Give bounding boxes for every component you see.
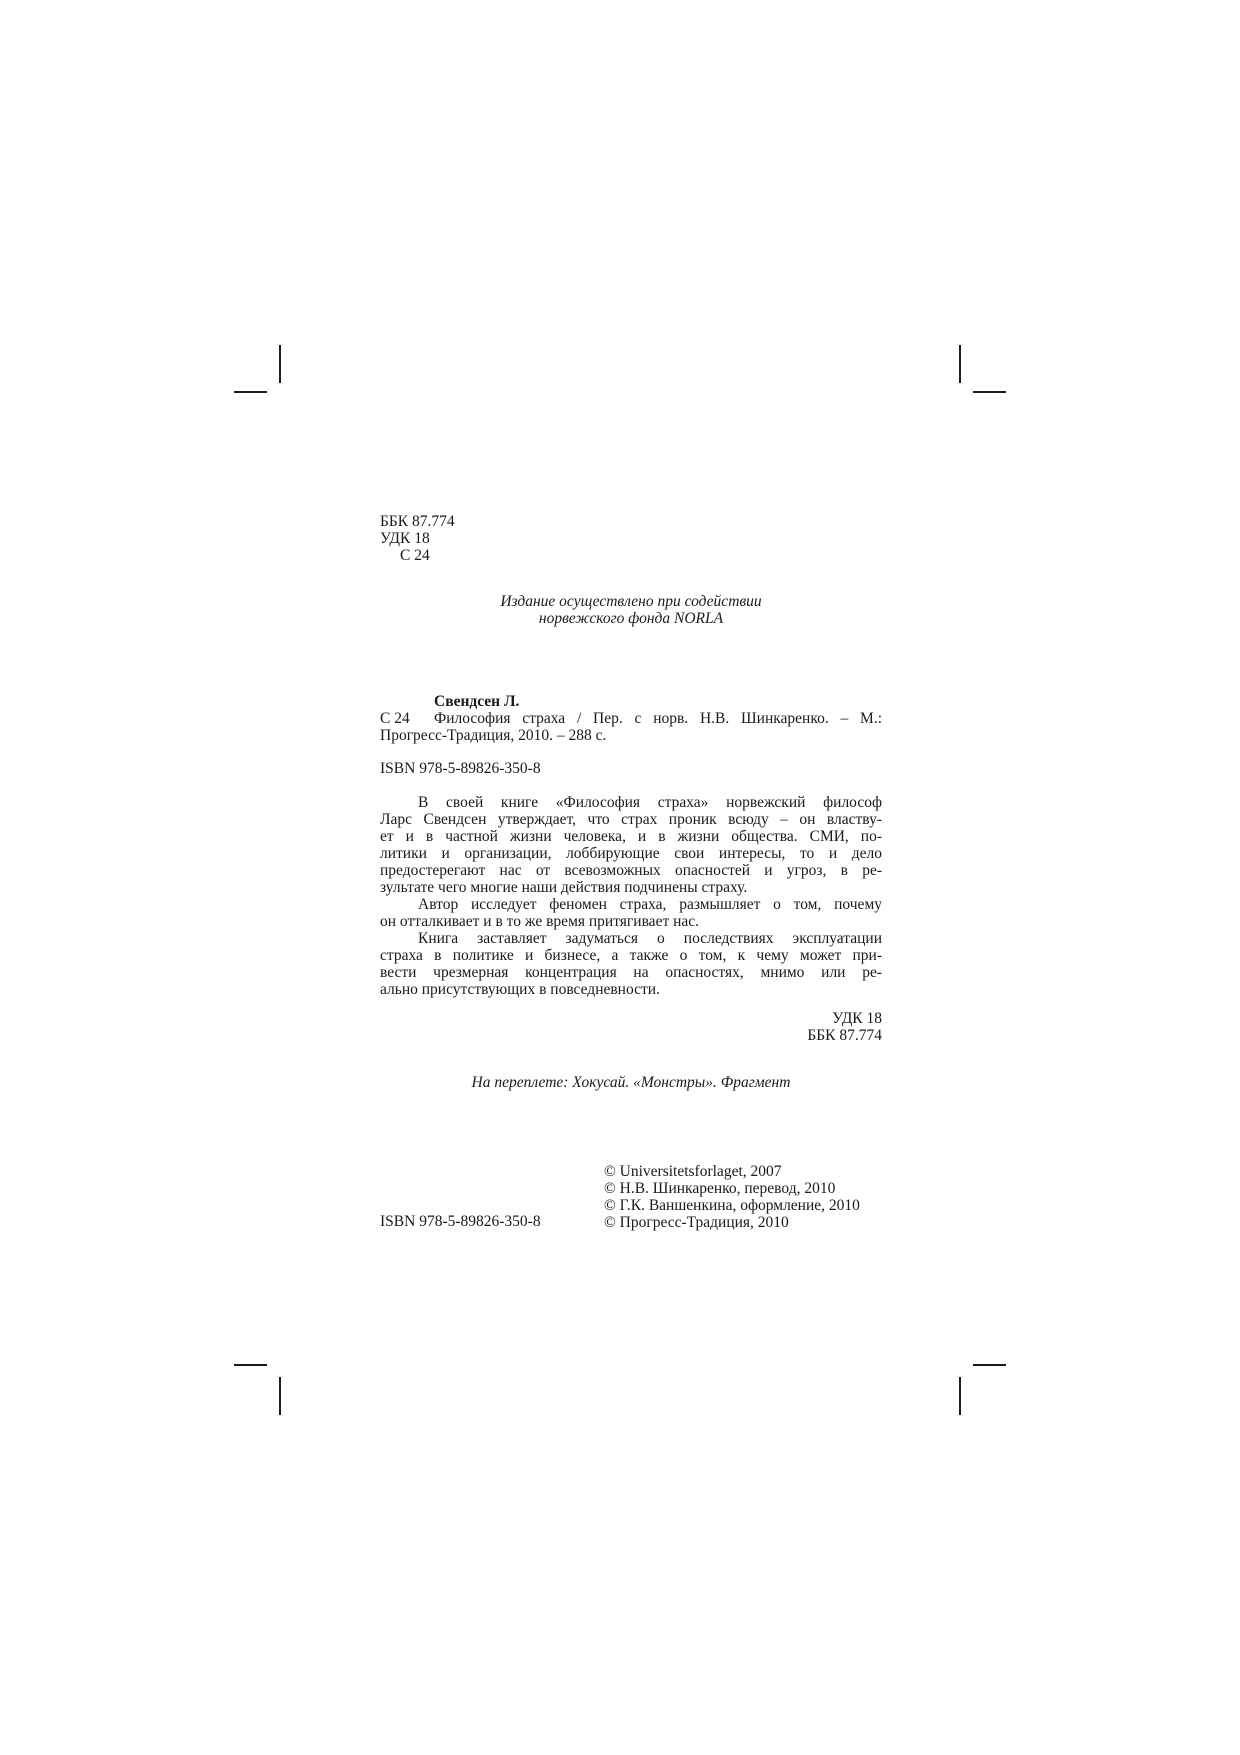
crop-mark-top-left-vertical bbox=[279, 345, 281, 383]
author-name: Свендсен Л. bbox=[434, 693, 520, 710]
annotation-line: он отталкивает и в то же время притягивает нас. bbox=[380, 913, 700, 930]
annotation-line: предостерегают нас от всевозможных опасностей и угроз, в ре- bbox=[380, 862, 882, 879]
annotation-line: литики и организации, лоббирующие свои интересы, то и дело bbox=[380, 845, 882, 862]
crop-mark-bottom-left-vertical bbox=[279, 1377, 281, 1415]
annotation-line: зультате чего многие наши действия подчинены страху. bbox=[380, 879, 748, 896]
annotation-line: Автор исследует феномен страха, размышляет о том, почему bbox=[418, 896, 882, 913]
crop-mark-bottom-right-vertical bbox=[959, 1377, 961, 1415]
annotation-line: вести чрезмерная концентрация на опасностях, мнимо или ре- bbox=[380, 964, 882, 981]
copyright-line: © Г.К. Ваншенкина, оформление, 2010 bbox=[604, 1197, 860, 1214]
author-mark: С 24 bbox=[400, 547, 430, 564]
isbn-top: ISBN 978-5-89826-350-8 bbox=[380, 760, 541, 777]
sponsor-line-1: Издание осуществлено при содействии bbox=[500, 593, 762, 610]
annotation bbox=[380, 794, 882, 998]
copyright-line: © Universitetsforlaget, 2007 bbox=[604, 1163, 782, 1180]
copyright-line: © Н.В. Шинкаренко, перевод, 2010 bbox=[604, 1180, 836, 1197]
copyright-line: © Прогресс-Традиция, 2010 bbox=[604, 1214, 789, 1231]
annotation-line: Книга заставляет задуматься о последствиях эксплуатации bbox=[418, 930, 882, 947]
annotation-line: ально присутствующих в повседневности. bbox=[380, 981, 660, 998]
isbn-bottom: ISBN 978-5-89826-350-8 bbox=[380, 1213, 541, 1230]
crop-mark-bottom-right-horizontal bbox=[973, 1364, 1006, 1366]
annotation-line: ет и в частной жизни человека, и в жизни общества. СМИ, по- bbox=[380, 828, 882, 845]
crop-mark-bottom-left-horizontal bbox=[234, 1364, 267, 1366]
udk-code-bottom: УДК 18 bbox=[832, 1010, 882, 1027]
bibliography-line-2: Прогресс-Традиция, 2010. – 288 с. bbox=[380, 727, 607, 744]
sponsor-note bbox=[380, 593, 882, 627]
bibliography-line-1: Философия страха / Пер. с норв. Н.В. Шинкаренко. – М.: bbox=[434, 710, 882, 727]
crop-mark-top-right-vertical bbox=[959, 345, 961, 383]
crop-mark-top-right-horizontal bbox=[973, 391, 1006, 393]
copyright-block bbox=[604, 1163, 860, 1231]
bibliographic-record bbox=[380, 693, 882, 744]
cover-note: На переплете: Хокусай. «Монстры». Фрагмент bbox=[471, 1074, 791, 1091]
annotation-line: Ларс Свендсен утверждает, что страх проник всюду – он властву- bbox=[380, 811, 882, 828]
bibliography-row bbox=[380, 710, 882, 727]
sponsor-line-2: норвежского фонда NORLA bbox=[538, 610, 724, 627]
udk-bbk-bottom bbox=[380, 1010, 882, 1044]
annotation-line: В своей книге «Философия страха» норвежский философ bbox=[418, 794, 882, 811]
annotation-line: страха в политике и бизнесе, а также о том, к чему может при- bbox=[380, 947, 882, 964]
classification-block bbox=[380, 513, 455, 564]
crop-mark-top-left-horizontal bbox=[234, 391, 267, 393]
bibliography-code: С 24 bbox=[380, 710, 410, 727]
bbk-code: ББК 87.774 bbox=[380, 513, 455, 530]
bbk-code-bottom: ББК 87.774 bbox=[807, 1027, 882, 1044]
udk-code: УДК 18 bbox=[380, 530, 430, 547]
